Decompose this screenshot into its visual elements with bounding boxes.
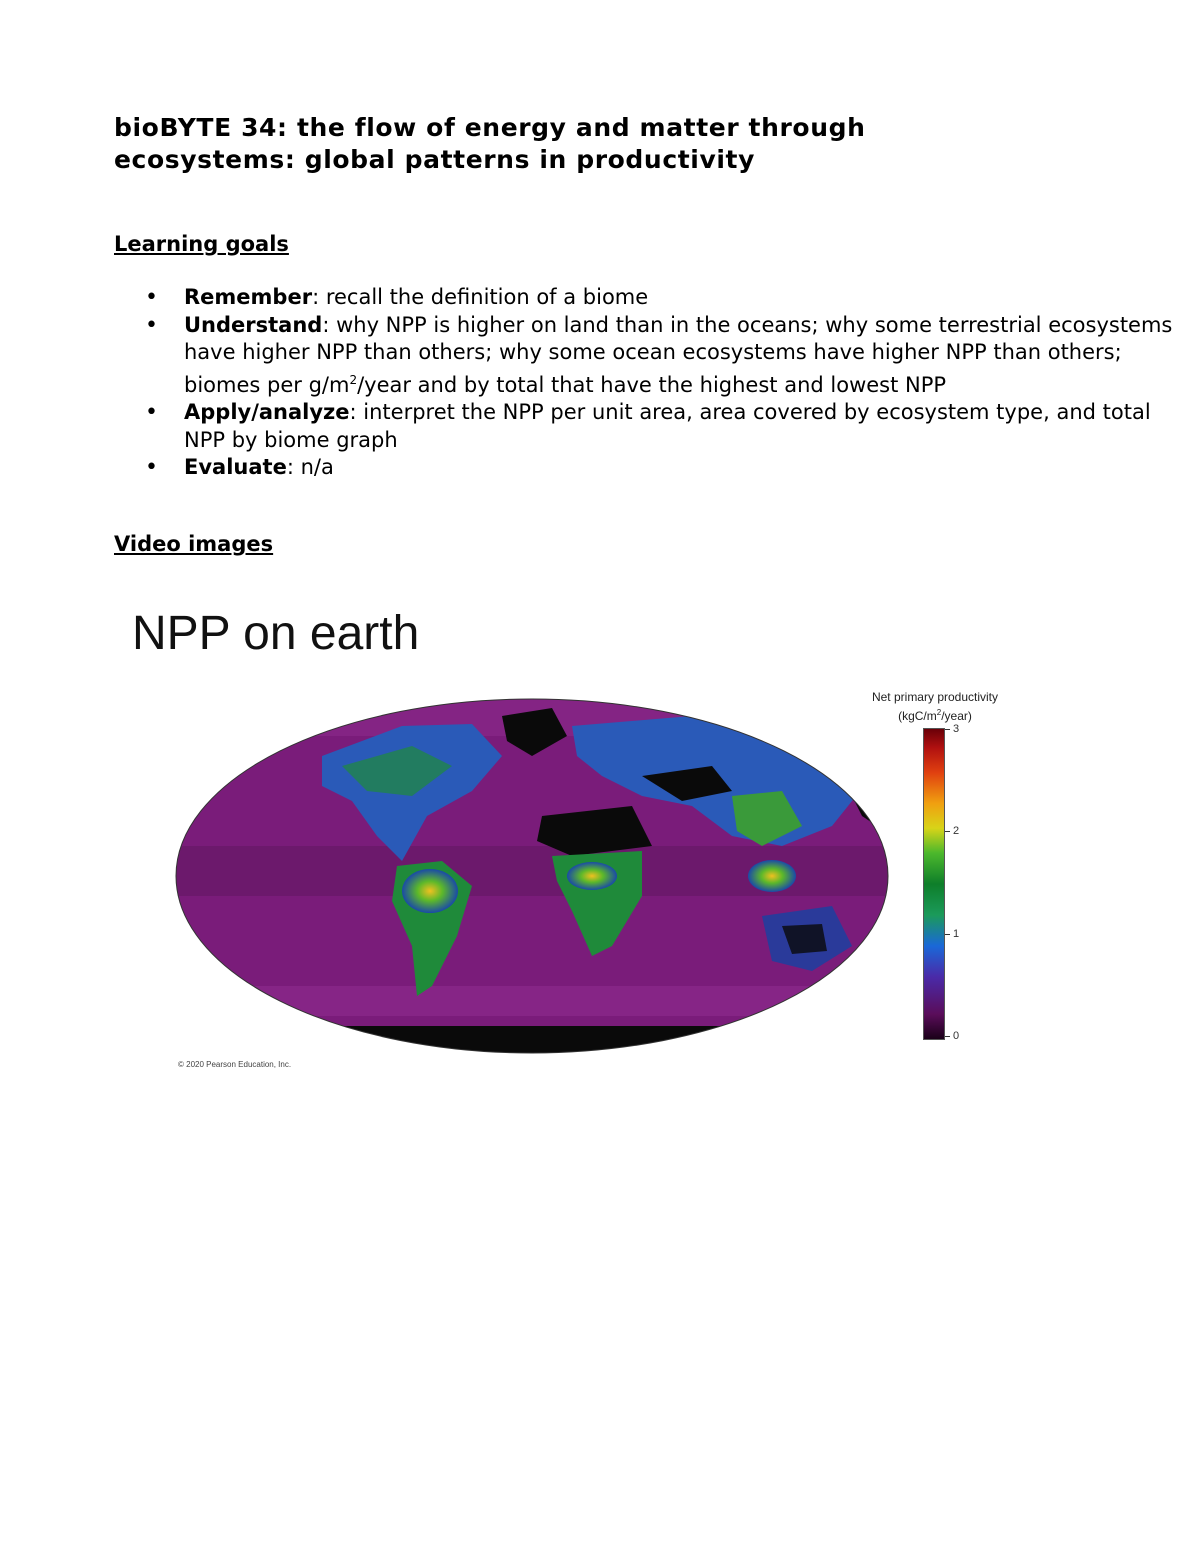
title-line-1: bioBYTE 34: the flow of energy and matter through [114,113,866,142]
goal-label: Apply/analyze [184,400,350,424]
legend-title-text: Net primary productivity [871,690,999,704]
antarctica [172,1026,892,1056]
goal-remember [184,284,1174,312]
legend-unit-suffix: /year) [941,709,972,723]
slide-title: NPP on earth [132,607,420,660]
title-line-2: ecosystems: global patterns in productivity [114,145,755,174]
goal-text-after: /year and by total that have the highest and lowest NPP [357,372,947,397]
video-images-heading: Video images [114,532,274,556]
legend-title [850,690,1020,724]
goal-evaluate [184,454,1174,482]
goal-label: Understand [184,312,323,337]
legend-tick [946,928,966,940]
legend-unit-sup: 2 [936,708,942,717]
superscript: 2 [349,372,358,387]
goal-text: : n/a [286,455,334,479]
goal-text: : interpret the NPP per unit area, area covered by ecosystem type, and total NPP by biome graph [184,400,1151,452]
goal-text: : why NPP is higher on land than in the oceans; why some terrestrial ecosystems have higher NPP than others; why some ocean ecosystems have higher NPP than others; biomes per g/m [184,312,1173,397]
document-title [114,112,1014,176]
npp-slide-image [120,590,1020,1080]
copyright-notice: © 2020 Pearson Education, Inc. [178,1060,292,1069]
legend-unit-prefix: (kgC/m [898,709,937,723]
legend-tick [946,723,966,735]
learning-goals-list [114,284,1174,482]
learning-goals-heading: Learning goals [114,232,289,256]
legend-unit [850,705,1020,724]
legend-tick [946,1030,966,1042]
legend-tick-label: 3 [953,723,960,735]
legend-tick [946,825,966,837]
goal-text: : recall the definition of a biome [312,285,649,309]
goal-apply-analyze [184,399,1174,454]
goal-label: Evaluate [184,455,287,479]
legend-tick-label: 1 [953,928,960,940]
legend-tick-label: 0 [953,1030,960,1042]
legend-color-bar [923,728,945,1040]
goal-understand [184,312,1174,400]
world-npp-map [172,696,892,1056]
legend-tick-label: 2 [953,825,960,837]
goal-label: Remember [184,285,313,309]
